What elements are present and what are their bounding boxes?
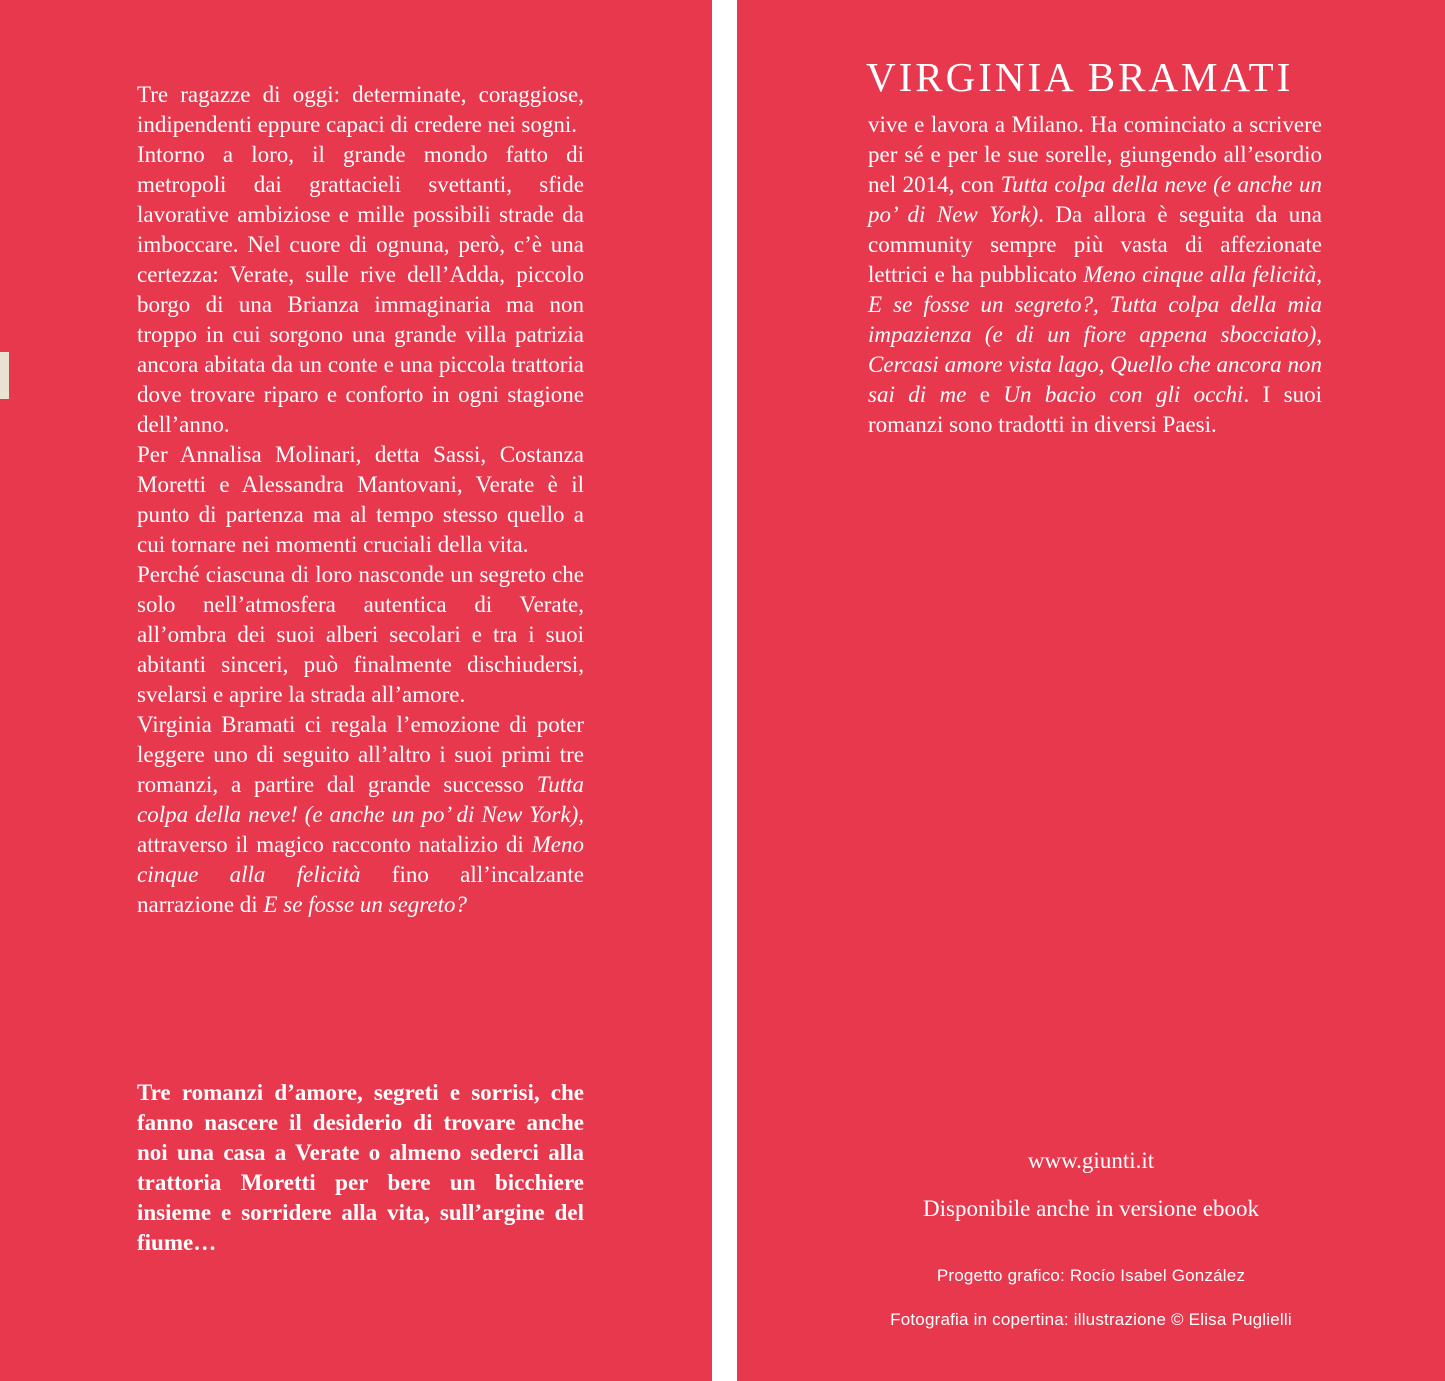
ebook-availability-note: Disponibile anche in versione ebook bbox=[923, 1196, 1259, 1221]
left-flap bbox=[0, 0, 712, 1381]
cover-illustration-credit: Fotografia in copertina: illustrazione © Elisa Puglielli bbox=[890, 1310, 1292, 1329]
spine-notch bbox=[0, 352, 9, 399]
closing-tagline bbox=[137, 1078, 584, 1258]
paragraph: Intorno a loro, il grande mondo fatto di metropoli dai grattacieli svettanti, sfide lavorative ambiziose e mille possibili strade da imboccare. Nel cuore di ognuna, però, c’è una certezza: Verate, sulle rive dell’Adda, piccolo borgo di una Brianza immaginaria ma non troppo in cui sorgono una grande villa patrizia ancora abitata da un conte e una piccola trattoria dove trovare riparo e conforto in ogni stagione dell’anno. bbox=[137, 142, 584, 437]
paragraph: Tre ragazze di oggi: determinate, coraggiose, indipendenti eppure capaci di credere nei sogni. bbox=[137, 82, 584, 137]
paragraph: Tre romanzi d’amore, segreti e sorrisi, che fanno nascere il desiderio di trovare anche noi una casa a Verate o almeno sederci alla trattoria Moretti per bere un bicchiere insieme e sorridere alla vita, sull’argine del fiume… bbox=[137, 1080, 584, 1255]
paragraph: Virginia Bramati ci regala l’emozione di poter leggere uno di seguito all’altro i suoi primi tre romanzi, a partire dal grande successo Tutta colpa della neve! (e anche un po’ di New York), attraverso il magico racconto natalizio di Meno cinque alla felicità fino all’incalzante narrazione di E se fosse un segreto? bbox=[137, 712, 584, 917]
synopsis-text bbox=[137, 80, 584, 920]
graphic-design-credit: Progetto grafico: Rocío Isabel González bbox=[936, 1266, 1246, 1285]
author-name: VIRGINIA BRAMATI bbox=[866, 54, 1294, 100]
right-flap bbox=[737, 0, 1445, 1381]
flap-gutter bbox=[712, 0, 737, 1381]
paragraph: Per Annalisa Molinari, detta Sassi, Costanza Moretti e Alessandra Mantovani, Verate è il punto di partenza ma al tempo stesso quello a cui tornare nei momenti cruciali della vita. bbox=[137, 442, 584, 557]
paragraph: vive e lavora a Milano. Ha cominciato a scrivere per sé e per le sue sorelle, giungendo all’esordio nel 2014, con Tutta colpa della neve (e anche un po’ di New York). Da allora è seguita da una community sempre più vasta di affezionate lettrici e ha pubblicato Meno cinque alla felicità, E se fosse un segreto?, Tutta colpa della mia impazienza (e di un fiore appena sbocciato), Cercasi amore vista lago, Quello che ancora non sai di me e Un bacio con gli occhi. I suoi romanzi sono tradotti in diversi Paesi. bbox=[868, 112, 1323, 437]
paragraph: Perché ciascuna di loro nasconde un segreto che solo nell’atmosfera autentica di Verate, all’ombra dei suoi alberi secolari e tra i suoi abitanti sinceri, può finalmente dischiudersi, svelarsi e aprire la strada all’amore. bbox=[137, 562, 584, 707]
publisher-website: www.giunti.it bbox=[1027, 1148, 1155, 1173]
author-bio bbox=[868, 110, 1322, 440]
